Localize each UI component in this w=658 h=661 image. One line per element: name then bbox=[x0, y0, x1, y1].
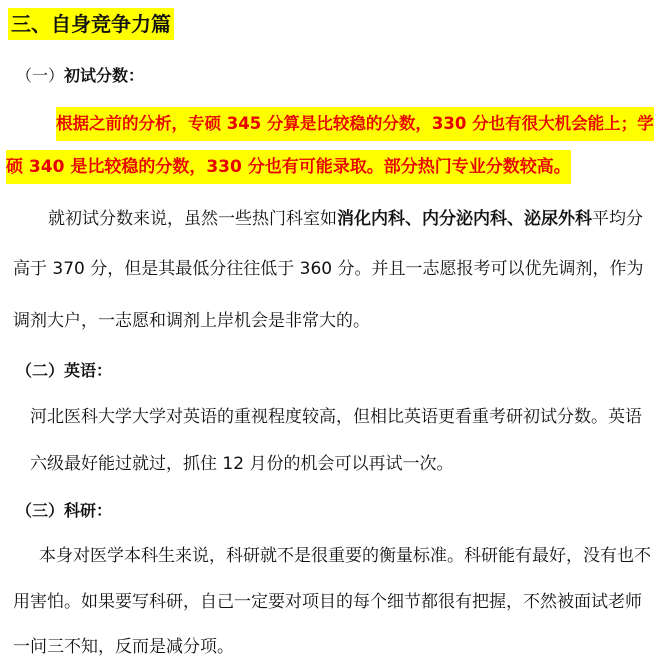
dept-urology: 泌尿外科 bbox=[524, 209, 592, 229]
paragraph-score-line-2: 高于 370 分，但是其最低分往往低于 360 分。并且一志愿报考可以优先调剂，作为 bbox=[13, 259, 644, 279]
separator: 、 bbox=[507, 209, 524, 229]
subheading-english: （二）英语： bbox=[16, 361, 113, 380]
separator: 、 bbox=[405, 209, 422, 229]
section-title: 三、自身竞争力篇 bbox=[8, 8, 174, 40]
dept-gastroenterology: 消化内科 bbox=[337, 209, 405, 229]
paragraph-research-line-3: 一问三不知，反而是减分项。 bbox=[13, 637, 234, 657]
paragraph-research-line-1: 本身对医学本科生来说，科研就不是很重要的衡量标准。科研能有最好，没有也不 bbox=[39, 546, 651, 566]
subheading-label: 初试分数： bbox=[64, 66, 145, 85]
subheading-initial-exam bbox=[16, 63, 144, 86]
paragraph-research-line-2: 用害怕。如果要写科研，自己一定要对项目的每个细节都很有把握，不然被面试老师 bbox=[13, 592, 642, 612]
text-run: 就初试分数来说，虽然一些热门科室如 bbox=[48, 209, 337, 229]
paragraph-english-line-1: 河北医科大学大学对英语的重视程度较高，但相比英语更看重考研初试分数。英语 bbox=[30, 407, 642, 427]
subheading-research: （三）科研： bbox=[16, 501, 113, 520]
highlight-line-2: 硕 340 是比较稳的分数，330 分也有可能录取。部分热门专业分数较高。 bbox=[6, 150, 571, 184]
highlight-line-1: 根据之前的分析，专硕 345 分算是比较稳的分数，330 分也有很大机会能上；学 bbox=[56, 107, 654, 141]
subheading-number: （一） bbox=[16, 66, 65, 85]
dept-endocrinology: 内分泌内科 bbox=[422, 209, 507, 229]
paragraph-score-line-3: 调剂大户，一志愿和调剂上岸机会是非常大的。 bbox=[13, 311, 370, 331]
text-run: 平均分 bbox=[592, 209, 643, 229]
paragraph-score-line-1 bbox=[48, 206, 643, 232]
paragraph-english-line-2: 六级最好能过就过，抓住 12 月份的机会可以再试一次。 bbox=[30, 454, 454, 474]
